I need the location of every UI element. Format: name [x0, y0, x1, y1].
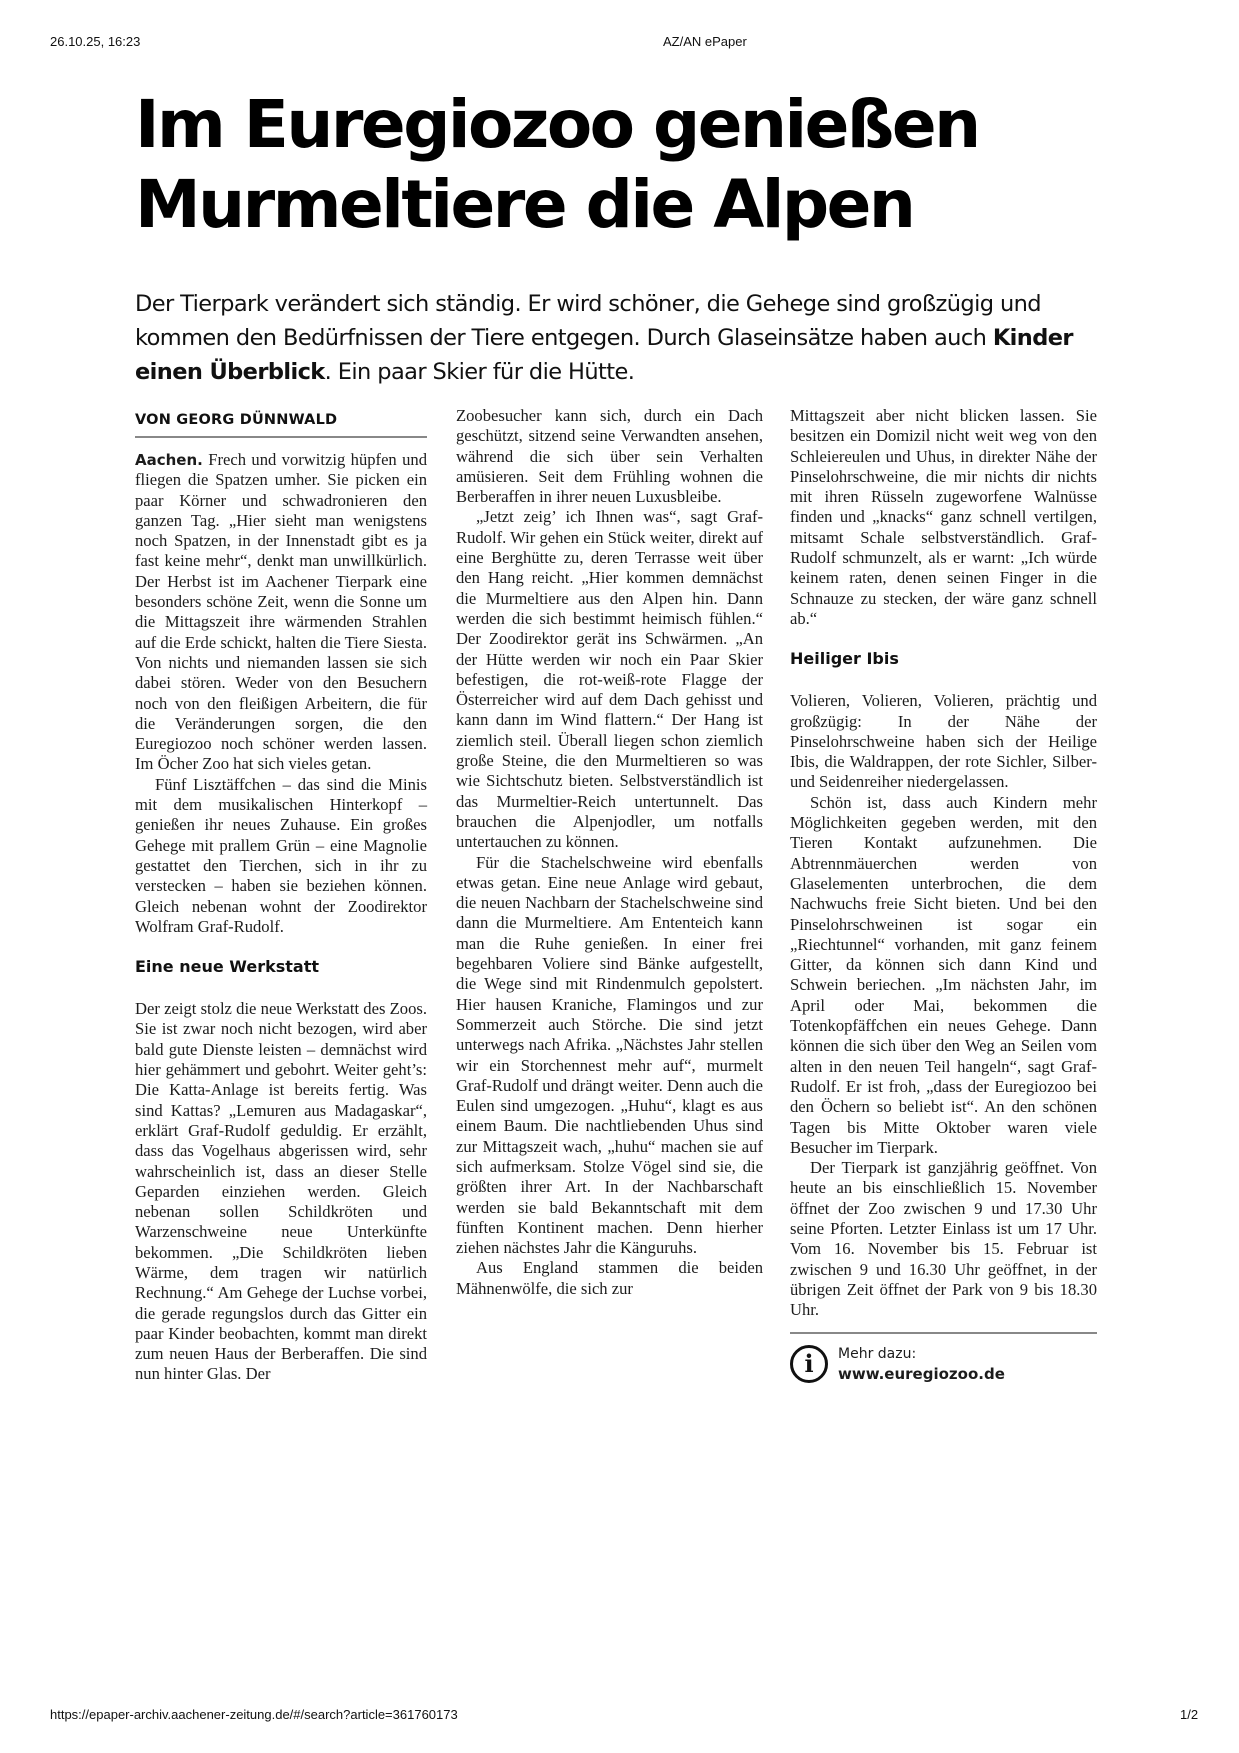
byline: VON GEORG DÜNNWALD — [135, 408, 427, 438]
info-text — [838, 1344, 1005, 1384]
subhead-ibis: Heiliger Ibis — [790, 649, 899, 669]
info-divider — [790, 1332, 1097, 1334]
teaser-text-2: . Ein paar Skier für die Hütte. — [324, 359, 635, 385]
info-box — [790, 1344, 1097, 1384]
article-column-1 — [135, 408, 427, 1385]
info-label: Mehr dazu: — [838, 1346, 917, 1363]
article-teaser — [135, 287, 1135, 389]
paragraph-intro — [135, 450, 427, 775]
print-title: AZ/AN ePaper — [663, 34, 747, 49]
teaser-highlight: Kinder einen Überblick — [135, 325, 1073, 385]
page-number: 1/2 — [1180, 1707, 1199, 1722]
article-headline: Im Euregiozoo genießen Murmeltiere die Alpen — [135, 86, 979, 243]
paragraph: Aus England stammen die beiden Mähnenwölfe, die sich zur — [456, 1258, 763, 1298]
article-column-2 — [456, 406, 763, 1299]
paragraph: Fünf Lisztäffchen – das sind die Minis mit dem musikalischen Hinterkopf – genießen ihr neues Zuhause. Ein großes Gehege mit prallem Grün – eine Magnolie gestattet den Tierchen, sich in ihr zu verstecken – haben sie beziehen können. Gleich nebenan wohnt der Zoodirektor Wolfram Graf-Rudolf. — [135, 774, 427, 936]
paragraph: Zoobesucher kann sich, durch ein Dach geschützt, sitzend seine Verwandten ansehen, während die sich über sein Verhalten amüsieren. Seit dem Frühling wohnen die Berberaffen in ihrer neuen Luxusbleibe. — [456, 406, 763, 507]
paragraph: Mittagszeit aber nicht blicken lassen. Sie besitzen ein Domizil nicht weit weg von den Schleiereulen und Uhus, in direkter Nähe der Pinselohrschweine, die mir nichts dir nichts mit ihren Rüsseln zugeworfene Walnüsse finden und „knacks“ ganz schnell vertilgen, mitsamt Schale selbstverständlich. Graf-Rudolf schmunzelt, als er warnt: „Ich würde keinem raten, denen seinen Finger in die Schnauze zu stecken, der wäre ganz schnell ab.“ — [790, 406, 1097, 628]
print-url: https://epaper-archiv.aachener-zeitung.de/#/search?article=361760173 — [50, 1707, 458, 1722]
info-url-link[interactable]: www.euregiozoo.de — [838, 1365, 1005, 1384]
paragraph: Für die Stachelschweine wird ebenfalls etwas getan. Eine neue Anlage wird gebaut, die neuen Nachbarn der Stachelschweine sind dann die Murmeltiere. Am Ententeich kann man die Ruhe genießen. In einer frei begehbaren Voliere sind Bänke aufgestellt, die Wege sind mit Rindenmulch gepolstert. Hier hausen Kraniche, Flamingos und zur Sommerzeit auch Störche. Die sind jetzt unterwegs nach Afrika. „Nächstes Jahr stellen wir ein Storchennest mehr auf“, murmelt Graf-Rudolf und drängt weiter. Denn auch die Eulen sind umgezogen. „Huhu“, klagt es aus einem Baum. Die nachtliebenden Uhus sind zur Mittagszeit wach, „huhu“ machen sie auf sich aufmerksam. Stolze Vögel sind sie, die größten ihrer Art. In der Nachbarschaft werden sie bald Bekanntschaft mit dem fünften Kontinent machen. Denn hierher ziehen nächstes Jahr die Känguruhs. — [456, 852, 763, 1258]
article-column-3 — [790, 406, 1097, 1384]
paragraph-intro-text: Frech und vorwitzig hüpfen und fliegen die Spatzen umher. Sie picken ein paar Körner und schwadronieren den ganzen Tag. „Hier sieht man wenigstens noch Spatzen, in der Innenstadt gibt es ja fast keine mehr“, denkt man unwillkürlich. Der Herbst ist im Aachener Tierpark eine besonders schöne Zeit, wenn die Sonne um die Mittagszeit ihre wärmenden Strahlen auf die Erde schickt, halten die Tiere Siesta. Von nichts und niemanden lassen sie sich dabei stören. Weder von den Besuchern noch von den fleißigen Arbeitern, die für die Veränderungen sorgen, die den Euregiozoo noch schöner werden lassen. Im Öcher Zoo hat sich vieles getan. — [135, 450, 427, 774]
paragraph: „Jetzt zeig’ ich Ihnen was“, sagt Graf-Rudolf. Wir gehen ein Stück weiter, direkt auf eine Berghütte zu, deren Terrasse weit über den Hang reicht. „Hier kommen demnächst die Murmeltiere aus den Alpen hin. Dann werden die sich bestimmt heimisch fühlen.“ Der Zoodirektor gerät ins Schwärmen. „An der Hütte werden wir noch ein Paar Skier befestigen, die rot-weiß-rote Flagge der Österreicher wird auf dem Dach gehisst und kann dann im Wind flattern.“ Der Hang ist ziemlich steil. Überall liegen schon ziemlich große Steine, die den Murmeltieren so was wie Sichtschutz bieten. Selbstverständlich ist das Murmeltier-Reich untertunnelt. Das brauchen die Alpenjodler, um notfalls untertauchen zu können. — [456, 507, 763, 852]
paragraph: Volieren, Volieren, Volieren, prächtig und großzügig: In der Nähe der Pinselohrschweine haben sich der Heilige Ibis, die Waldrappen, der rote Sichler, Silber- und Seidenreiher niedergelassen. — [790, 691, 1097, 792]
teaser-text-1: Der Tierpark verändert sich ständig. Er wird schöner, die Gehege sind großzügig und kommen den Bedürfnissen der Tiere entgegen. Durch Glaseinsätze haben auch — [135, 291, 1041, 351]
info-icon: i — [790, 1345, 828, 1383]
paragraph: Schön ist, dass auch Kindern mehr Möglichkeiten gegeben werden, mit den Tieren Kontakt aufzunehmen. Die Abtrennmäuerchen werden von Glaselementen unterbrochen, die dem Nachwuchs freie Sicht bieten. Und bei den Pinselohrschweinen ist sogar ein „Riechtunnel“ vorhanden, mit ganz feinem Gitter, da können sich dann Kind und Schwein beriechen. „Im nächsten Jahr, im April oder Mai, bekommen die Totenkopfäffchen ein neues Gehege. Dann können die sich über den Weg an Seilen vom alten in den neuen Teil hangeln“, sagt Graf-Rudolf. Er ist froh, „dass der Euregiozoo bei den Öchern so beliebt ist“. An den schönen Tagen bis Mitte Oktober waren viele Besucher im Tierpark. — [790, 792, 1097, 1157]
paragraph: Der zeigt stolz die neue Werkstatt des Zoos. Sie ist zwar noch nicht bezogen, wird aber bald gute Dienste leisten – demnächst wird hier gehämmert und gebohrt. Weiter geht’s: Die Katta-Anlage ist bereits fertig. Was sind Kattas? „Lemuren aus Madagaskar“, erklärt Graf-Rudolf geduldig. Er erzählt, dass das Vogelhaus abgerissen wird, sehr wahrscheinlich ist, dass an dieser Stelle Geparden einziehen werden. Gleich nebenan sollen Schildkröten und Warzenschweine neue Unterkünfte bekommen. „Die Schildkröten lieben Wärme, dem tragen wir natürlich Rechnung.“ Am Gehege der Luchse vorbei, die gerade regungslos durch das Gitter ein paar Kinder beobachten, kommt man direkt zum neuen Haus der Berberaffen. Die sind nun hinter Glas. Der — [135, 999, 427, 1384]
print-date: 26.10.25, 16:23 — [50, 34, 141, 49]
dateline: Aachen. — [135, 451, 203, 469]
paragraph: Der Tierpark ist ganzjährig geöffnet. Von heute an bis einschließlich 15. November öffnet der Zoo zwischen 9 und 17.30 Uhr seine Pforten. Letzter Einlass ist um 17 Uhr. Vom 16. November bis 15. Februar ist zwischen 9 und 16.30 Uhr geöffnet, in der übrigen Zeit öffnet der Park von 9 bis 18.30 Uhr. — [790, 1158, 1097, 1320]
subhead-werkstatt: Eine neue Werkstatt — [135, 957, 320, 977]
